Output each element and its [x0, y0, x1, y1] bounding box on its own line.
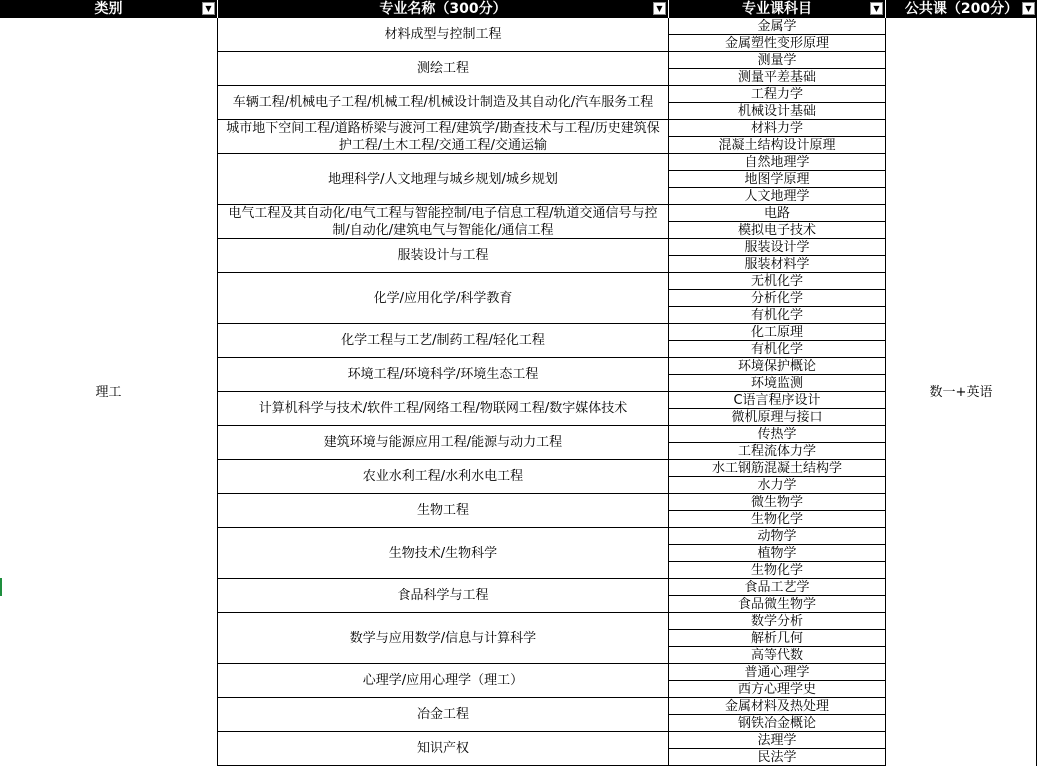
course-cell[interactable] [669, 613, 886, 630]
dropdown-arrow-icon[interactable]: ▼ [870, 2, 883, 15]
course-name: 分析化学 [750, 290, 803, 306]
table-row[interactable] [218, 494, 669, 528]
course-cell[interactable] [669, 545, 886, 562]
course-cell[interactable] [669, 664, 886, 681]
course-name: 西方心理学史 [737, 681, 816, 697]
course-name: 有机化学 [750, 341, 803, 357]
table-row[interactable] [218, 579, 669, 613]
course-cell[interactable] [669, 103, 886, 120]
course-name: 电路 [763, 205, 790, 221]
course-cell[interactable] [669, 290, 886, 307]
course-cell[interactable] [669, 426, 886, 443]
course-cell[interactable] [669, 596, 886, 613]
course-name: 人文地理学 [744, 188, 810, 204]
course-cell[interactable] [669, 460, 886, 477]
course-name: 测量学 [757, 52, 797, 68]
header-courses-label: 专业课科目 [742, 0, 812, 17]
major-name: 知识产权 [416, 741, 469, 756]
table-row[interactable] [218, 613, 669, 664]
major-name: 生物工程 [416, 503, 469, 518]
major-name: 建筑环境与能源应用工程/能源与动力工程 [323, 435, 563, 450]
major-name: 环境工程/环境科学/环境生态工程 [347, 367, 539, 382]
course-cell[interactable] [669, 681, 886, 698]
table-row[interactable] [218, 698, 669, 732]
course-name: 植物学 [757, 545, 797, 561]
course-cell[interactable] [669, 52, 886, 69]
course-name: 水工钢筋混凝土结构学 [711, 460, 842, 476]
major-name: 化学工程与工艺/制药工程/轻化工程 [341, 333, 545, 348]
course-name: 传热学 [757, 426, 797, 442]
course-cell[interactable] [669, 579, 886, 596]
course-name: 工程力学 [750, 86, 803, 102]
course-cell[interactable] [669, 35, 886, 52]
course-cell[interactable] [669, 239, 886, 256]
category-value: 理工 [95, 384, 122, 400]
major-name: 电气工程及其自动化/电气工程与智能控制/电子信息工程/轨道交通信号与控制/自动化/建筑电气与智能化/通信工程 [228, 205, 658, 238]
header-major[interactable] [218, 0, 669, 18]
course-cell[interactable] [669, 562, 886, 579]
public-course-cell[interactable] [886, 18, 1037, 766]
table-row[interactable] [218, 86, 669, 120]
table-row[interactable] [218, 732, 669, 766]
course-name: 机械设计基础 [737, 103, 816, 119]
course-name: 环境监测 [750, 375, 803, 391]
course-cell[interactable] [669, 749, 886, 766]
course-name: 测量平差基础 [737, 69, 816, 85]
major-name: 数学与应用数学/信息与计算科学 [349, 630, 537, 646]
course-cell[interactable] [669, 358, 886, 375]
major-name: 农业水利工程/水利水电工程 [362, 469, 524, 484]
course-name: 有机化学 [750, 307, 803, 323]
filter-active-icon[interactable]: ▼ [202, 2, 215, 15]
table-row[interactable] [218, 18, 669, 52]
table-row[interactable] [218, 460, 669, 494]
course-name: 化工原理 [750, 324, 803, 340]
table-row[interactable] [218, 273, 669, 324]
course-name: 服装设计学 [744, 239, 810, 255]
table-row[interactable] [218, 426, 669, 460]
course-cell[interactable] [669, 307, 886, 324]
table-row[interactable] [218, 664, 669, 698]
table-row[interactable] [218, 154, 669, 205]
table-row[interactable] [218, 392, 669, 426]
major-name: 计算机科学与技术/软件工程/网络工程/物联网工程/数字媒体技术 [258, 401, 628, 416]
course-name: 金属塑性变形原理 [724, 35, 829, 51]
dropdown-arrow-icon[interactable]: ▼ [1022, 2, 1035, 15]
header-major-label: 专业名称（300分） [379, 0, 507, 17]
course-name: 材料力学 [750, 120, 803, 136]
course-cell[interactable] [669, 715, 886, 732]
header-category[interactable] [0, 0, 218, 18]
course-name: 钢铁冶金概论 [737, 715, 816, 731]
course-cell[interactable] [669, 409, 886, 426]
course-name: 动物学 [757, 528, 797, 544]
course-name: 混凝土结构设计原理 [718, 137, 836, 153]
course-name: 金属材料及热处理 [724, 698, 829, 714]
course-cell[interactable] [669, 86, 886, 103]
course-cell[interactable] [669, 188, 886, 205]
course-name: 水力学 [757, 477, 797, 493]
major-name: 生物技术/生物科学 [388, 545, 498, 561]
course-cell[interactable] [669, 647, 886, 664]
major-name: 心理学/应用心理学（理工） [362, 673, 524, 688]
course-name: 食品工艺学 [744, 579, 810, 595]
course-name: 模拟电子技术 [737, 222, 816, 238]
course-cell[interactable] [669, 222, 886, 239]
course-cell[interactable] [669, 494, 886, 511]
major-name: 车辆工程/机械电子工程/机械工程/机械设计制造及其自动化/汽车服务工程 [232, 95, 654, 110]
header-public[interactable] [886, 0, 1037, 18]
course-cell[interactable] [669, 171, 886, 188]
course-name: 食品微生物学 [737, 596, 816, 612]
course-name: 无机化学 [750, 273, 803, 289]
course-cell[interactable] [669, 205, 886, 222]
major-name: 测绘工程 [416, 61, 469, 76]
course-name: 高等代数 [750, 647, 803, 663]
course-cell[interactable] [669, 154, 886, 171]
header-category-label: 类别 [94, 0, 123, 17]
table-row[interactable] [218, 120, 669, 154]
course-cell[interactable] [669, 528, 886, 545]
course-name: 微机原理与接口 [731, 409, 823, 425]
course-cell[interactable] [669, 375, 886, 392]
course-name: 民法学 [757, 749, 797, 765]
dropdown-arrow-icon[interactable]: ▼ [653, 2, 666, 15]
course-name: 服装材料学 [744, 256, 810, 272]
major-name: 材料成型与控制工程 [384, 27, 502, 42]
course-name: C语言程序设计 [733, 392, 821, 408]
course-name: 生物化学 [750, 562, 803, 578]
table-row[interactable] [218, 528, 669, 579]
course-name: 地图学原理 [744, 171, 810, 187]
course-cell[interactable] [669, 630, 886, 647]
major-name: 服装设计与工程 [397, 248, 489, 263]
course-cell[interactable] [669, 443, 886, 460]
table-row[interactable] [218, 358, 669, 392]
course-cell[interactable] [669, 120, 886, 137]
course-name: 数学分析 [750, 613, 803, 629]
table-row[interactable] [218, 324, 669, 358]
public-course-value: 数一+英语 [929, 384, 993, 400]
major-name: 冶金工程 [416, 707, 469, 722]
course-cell[interactable] [669, 324, 886, 341]
major-name: 食品科学与工程 [397, 588, 489, 603]
course-name: 环境保护概论 [737, 358, 816, 374]
category-cell[interactable] [0, 18, 218, 766]
course-name: 金属学 [757, 18, 797, 34]
row-selection-marker [0, 578, 2, 596]
course-cell[interactable] [669, 732, 886, 749]
course-name: 生物化学 [750, 511, 803, 527]
course-name: 解析几何 [750, 630, 803, 646]
course-name: 法理学 [757, 732, 797, 748]
course-cell[interactable] [669, 392, 886, 409]
course-cell[interactable] [669, 698, 886, 715]
course-name: 普通心理学 [744, 664, 810, 680]
course-cell[interactable] [669, 69, 886, 86]
course-name: 微生物学 [750, 494, 803, 510]
header-public-label: 公共课（200分） [904, 0, 1019, 17]
course-cell[interactable] [669, 511, 886, 528]
header-courses[interactable] [669, 0, 886, 18]
course-cell[interactable] [669, 273, 886, 290]
course-cell[interactable] [669, 477, 886, 494]
course-cell[interactable] [669, 18, 886, 35]
table-row[interactable] [218, 52, 669, 86]
table-row[interactable] [218, 239, 669, 273]
course-cell[interactable] [669, 256, 886, 273]
course-name: 工程流体力学 [737, 443, 816, 459]
major-name: 城市地下空间工程/道路桥梁与渡河工程/建筑学/勘查技术与工程/历史建筑保护工程/土木工程/交通工程/交通运输 [226, 120, 660, 153]
course-name: 自然地理学 [744, 154, 810, 170]
course-cell[interactable] [669, 341, 886, 358]
table-row[interactable] [218, 205, 669, 239]
major-name: 地理科学/人文地理与城乡规划/城乡规划 [328, 171, 558, 187]
major-name: 化学/应用化学/科学教育 [373, 290, 513, 306]
course-cell[interactable] [669, 137, 886, 154]
